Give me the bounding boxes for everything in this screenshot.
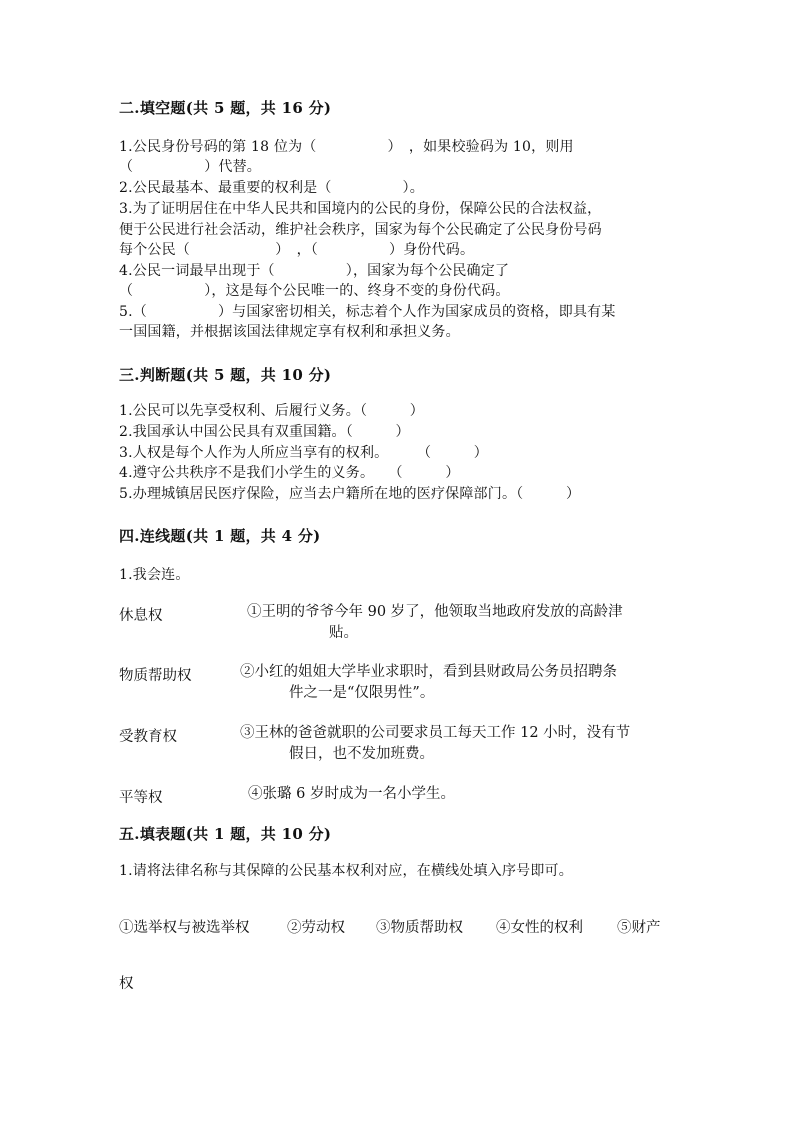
matching-right-item: ①王明的爷爷今年 90 岁了，他领取当地政府发放的高龄津 xyxy=(247,604,623,620)
matching-prompt: 1.我会连。 xyxy=(119,567,190,583)
fill-blank-line: 3.为了证明居住在中华人民共和国境内的公民的身份，保障公民的合法权益， xyxy=(119,201,602,217)
matching-right-item: ③王林的爸爸就职的公司要求员工每天工作 12 小时，没有节 xyxy=(240,725,631,741)
option-item: ①选举权与被选举权 xyxy=(119,920,250,936)
matching-left-item: 受教育权 xyxy=(119,729,177,745)
option-item: ④女性的权利 xyxy=(496,920,583,936)
fill-blank-line: 4.公民一词最早出现于（ ），国家为每个公民确定了 xyxy=(119,263,510,279)
option-item: ②劳动权 xyxy=(287,920,345,936)
matching-right-item: ④张璐 6 岁时成为一名小学生。 xyxy=(248,786,455,802)
fill-blank-line: （ ），这是每个公民唯一的、终身不变的身份代码。 xyxy=(119,283,510,299)
fill-blank-line: 每个公民（ ） ，（ ）身份代码。 xyxy=(119,242,475,258)
matching-left-item: 休息权 xyxy=(119,608,163,624)
section-judge-title: 三.判断题(共 5 题，共 10 分) xyxy=(119,366,332,384)
matching-left-item: 物质帮助权 xyxy=(119,668,192,684)
judge-line: 4.遵守公共秩序不是我们小学生的义务。 （ ） xyxy=(119,465,460,481)
table-fill-prompt: 1.请将法律名称与其保障的公民基本权利对应，在横线处填入序号即可。 xyxy=(119,863,573,879)
matching-left-item: 平等权 xyxy=(119,790,163,806)
fill-blank-line: 5.（ ）与国家密切相关，标志着个人作为国家成员的资格，即具有某 xyxy=(119,304,616,320)
fill-blank-line: 2.公民最基本、最重要的权利是（ ）。 xyxy=(119,180,424,196)
fill-blank-line: 一国国籍，并根据该国法律规定享有权利和承担义务。 xyxy=(119,324,460,340)
option-continuation: 权 xyxy=(119,976,134,992)
matching-right-item-cont: 贴。 xyxy=(329,625,358,641)
option-item: ③物质帮助权 xyxy=(376,920,463,936)
section-table-fill-title: 五.填表题(共 1 题，共 10 分) xyxy=(119,825,332,843)
section-matching-title: 四.连线题(共 1 题，共 4 分) xyxy=(119,527,321,545)
matching-right-item-cont: 件之一是“仅限男性”。 xyxy=(289,685,435,701)
judge-line: 2.我国承认中国公民具有双重国籍。（ ） xyxy=(119,424,410,440)
section-fill-blank-title: 二.填空题(共 5 题，共 16 分) xyxy=(119,99,332,117)
fill-blank-line: 1.公民身份号码的第 18 位为（ ） ，如果校验码为 10，则用 xyxy=(119,139,574,155)
judge-line: 1.公民可以先享受权利、后履行义务。（ ） xyxy=(119,403,424,419)
fill-blank-line: 便于公民进行社会活动，维护社会秩序，国家为每个公民确定了公民身份号码 xyxy=(119,222,602,238)
judge-line: 3.人权是每个人作为人所应当享有的权利。 （ ） xyxy=(119,445,488,461)
fill-blank-line: （ ）代替。 xyxy=(119,159,261,175)
option-item: ⑤财产 xyxy=(617,920,661,936)
matching-right-item: ②小红的姐姐大学毕业求职时，看到县财政局公务员招聘条 xyxy=(240,664,617,680)
matching-right-item-cont: 假日，也不发加班费。 xyxy=(289,746,434,762)
judge-line: 5.办理城镇居民医疗保险，应当去户籍所在地的医疗保障部门。（ ） xyxy=(119,486,581,502)
